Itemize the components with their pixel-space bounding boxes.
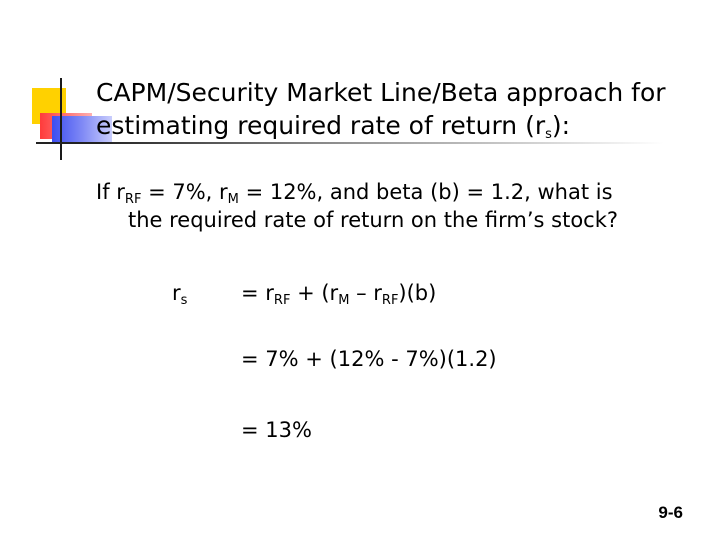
question-m-and-beta: = 12%, and beta (b) = 1.2, what is bbox=[238, 180, 613, 204]
question-text bbox=[96, 178, 696, 234]
title-line-2: estimating required rate of return (r bbox=[96, 111, 546, 140]
formula-rf-subscript: RF bbox=[273, 293, 291, 308]
question-line-2: the required rate of return on the firm’s stock? bbox=[128, 208, 619, 232]
equation-substitution: = 7% + (12% - 7%)(1.2) bbox=[241, 347, 497, 371]
title-subscript: s bbox=[545, 127, 552, 142]
formula-part-c: – r bbox=[349, 281, 382, 305]
equation-result: = 13% bbox=[241, 418, 312, 442]
slide-page-number: 9-6 bbox=[658, 503, 683, 522]
title-line-1: CAPM/Security Market Line/Beta approach for bbox=[96, 78, 666, 107]
formula-m-subscript: M bbox=[338, 293, 350, 308]
equation-formula bbox=[241, 281, 437, 308]
decorative-vertical-line bbox=[60, 78, 62, 160]
question-if: If r bbox=[96, 180, 125, 204]
title-end: ): bbox=[551, 111, 571, 140]
slide-title bbox=[96, 76, 666, 142]
equation-lhs bbox=[172, 281, 188, 308]
formula-part-a: = r bbox=[241, 281, 274, 305]
question-m-subscript: M bbox=[227, 192, 239, 207]
formula-part-d: )(b) bbox=[398, 281, 437, 305]
title-divider-line bbox=[36, 142, 664, 144]
lhs-r: r bbox=[172, 281, 181, 305]
question-rf-subscript: RF bbox=[124, 192, 142, 207]
formula-rf-subscript-2: RF bbox=[381, 293, 399, 308]
question-line-1 bbox=[96, 178, 696, 206]
question-rf-value: = 7%, r bbox=[141, 180, 228, 204]
formula-part-b: + (r bbox=[290, 281, 339, 305]
lhs-subscript: s bbox=[180, 293, 188, 308]
